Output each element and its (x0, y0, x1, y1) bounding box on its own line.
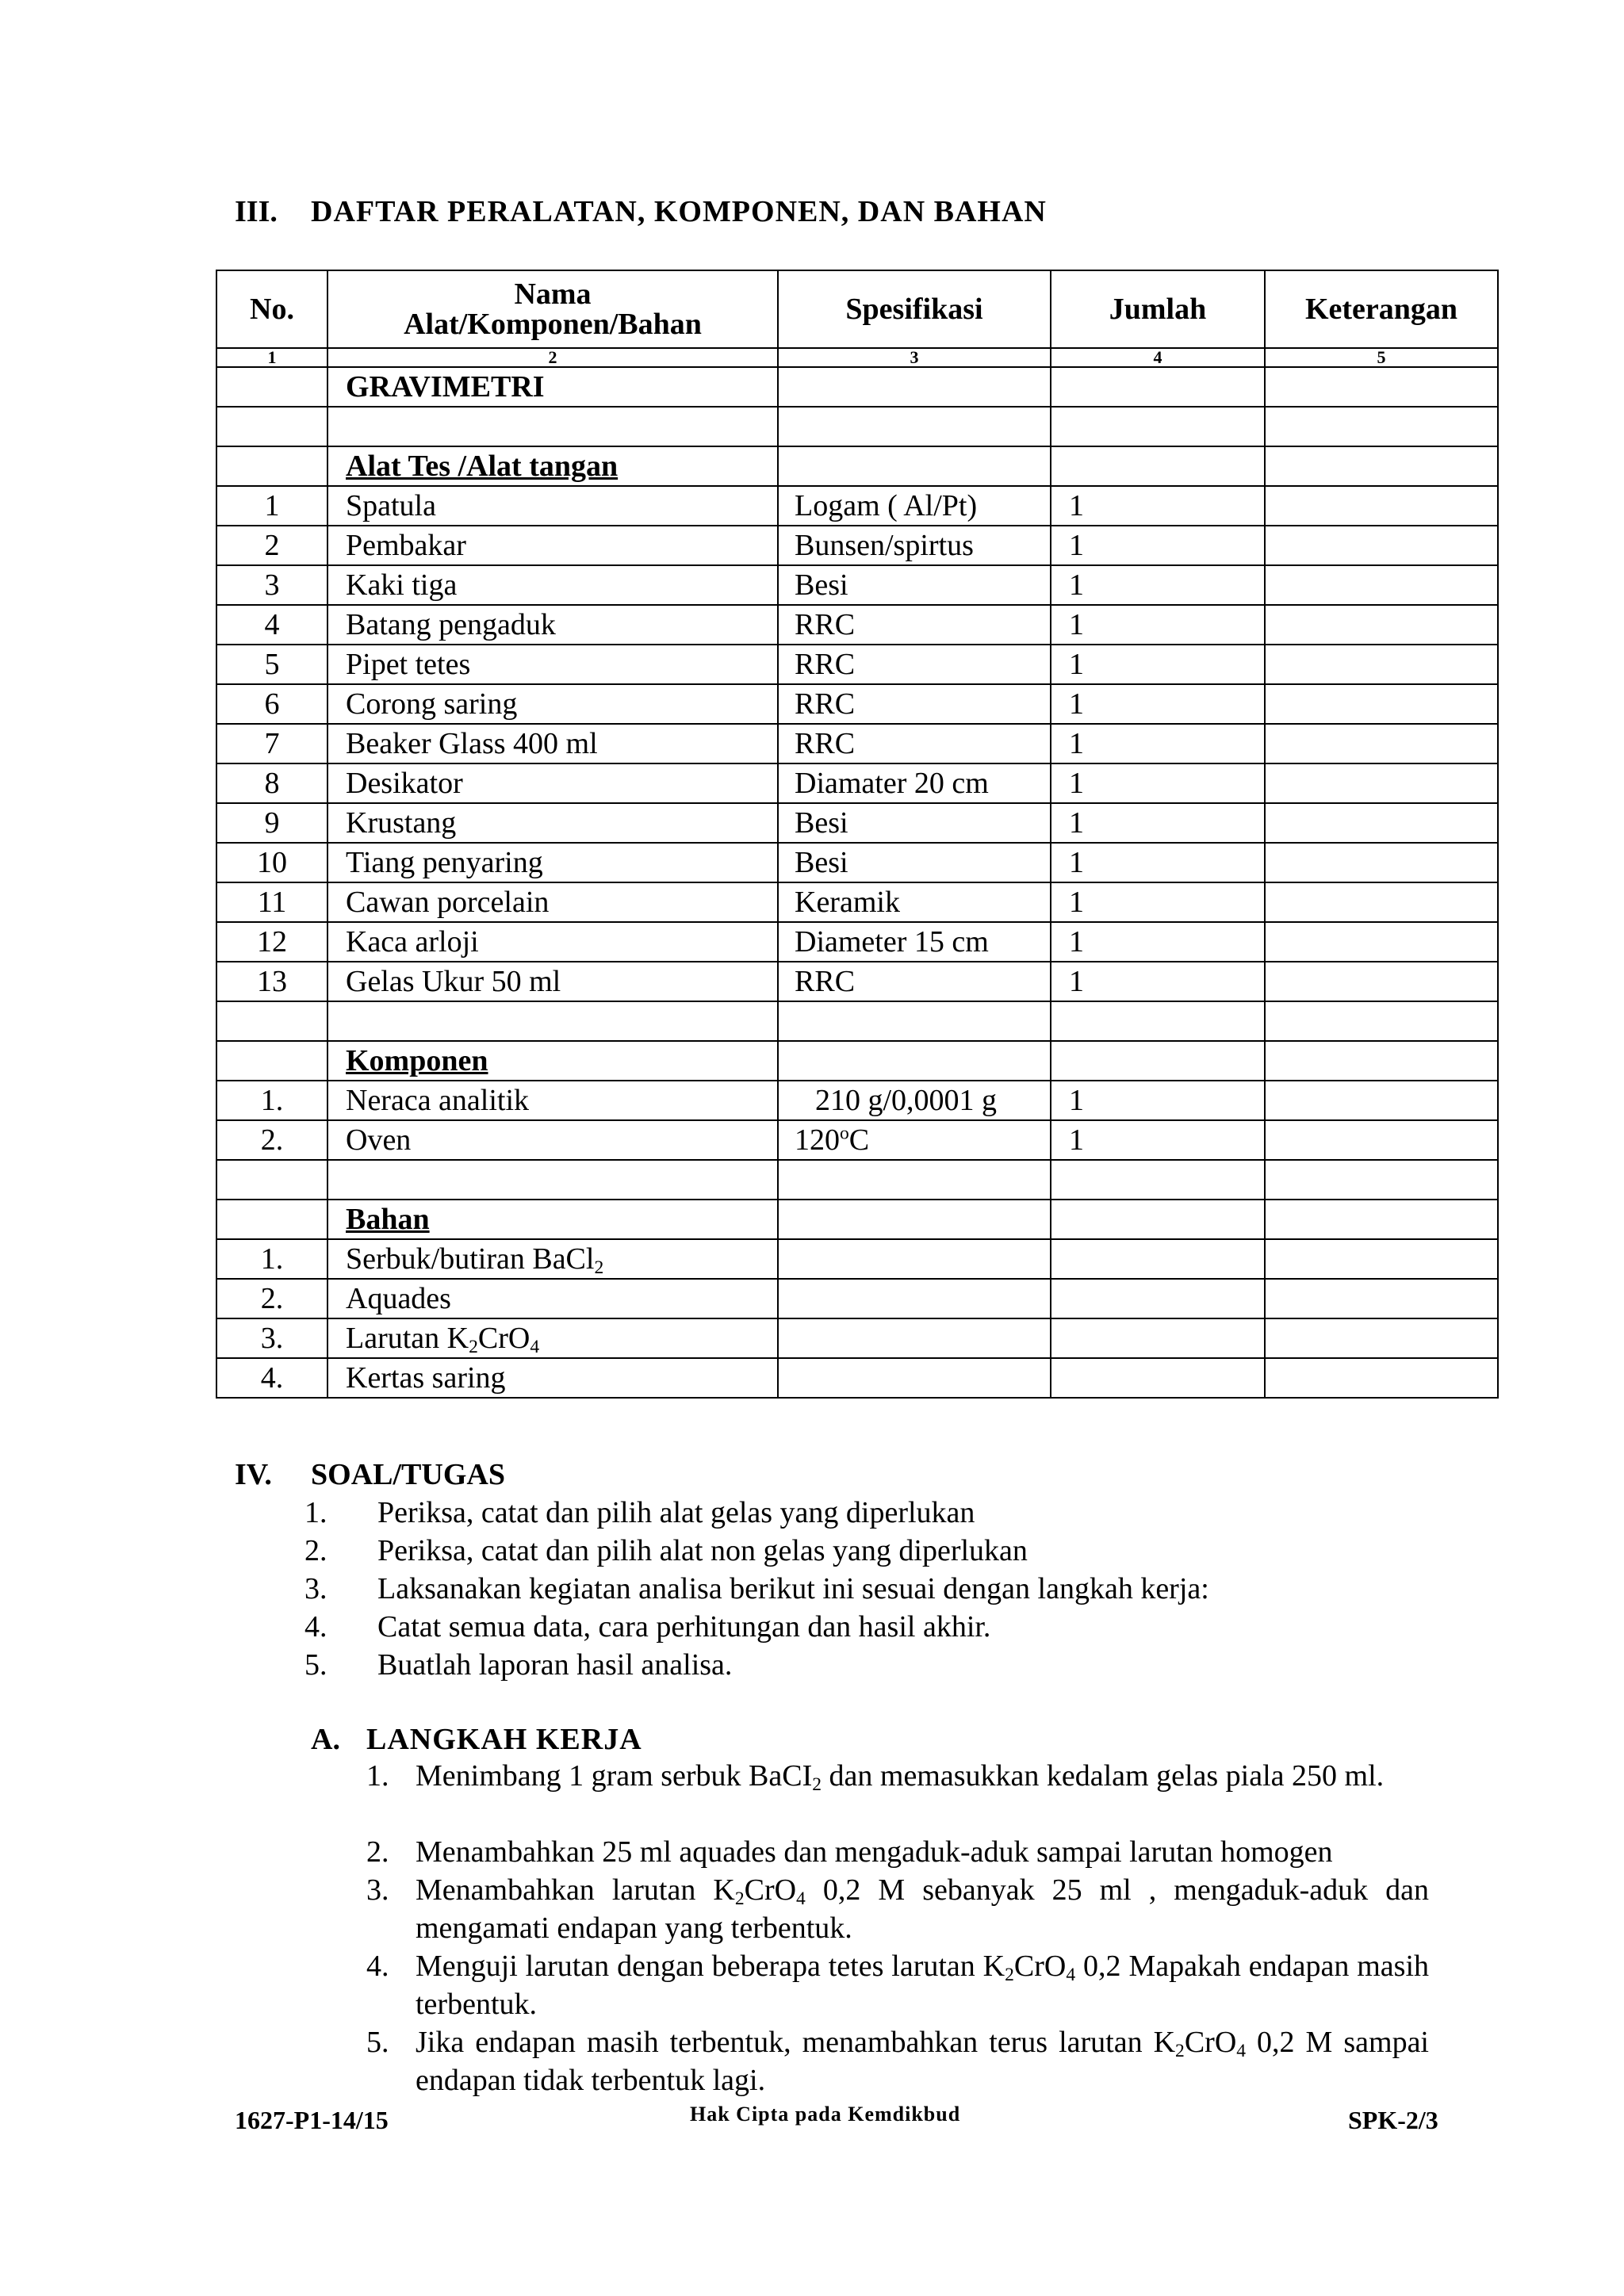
category-gravimetri: GRAVIMETRI (327, 367, 778, 407)
item-name: Krustang (327, 803, 778, 843)
item-name: Neraca analitik (327, 1081, 778, 1120)
spec-unit: C (848, 1123, 870, 1157)
item-qty: 1 (1051, 645, 1265, 684)
item-qty: 1 (1051, 565, 1265, 605)
category-bahan: Bahan (327, 1200, 778, 1239)
item-qty: 1 (1051, 605, 1265, 645)
table-row (216, 565, 1498, 605)
header-nama-line2: Alat/Komponen/Bahan (404, 308, 702, 341)
item-no: 7 (216, 724, 327, 763)
item-qty: 1 (1051, 763, 1265, 803)
section-3-title: DAFTAR PERALATAN, KOMPONEN, DAN BAHAN (311, 195, 1047, 228)
item-qty: 1 (1051, 882, 1265, 922)
item-spec (778, 1120, 1051, 1160)
item-no: 4. (216, 1358, 327, 1398)
item-spec: Diamater 20 cm (778, 763, 1051, 803)
table-row (216, 486, 1498, 526)
table-row (216, 1279, 1498, 1318)
section-4-number: IV. (235, 1458, 272, 1491)
item-name: Pipet tetes (327, 645, 778, 684)
item-name: Desikator (327, 763, 778, 803)
category-komponen: Komponen (327, 1041, 778, 1081)
spec-degree: o (840, 1123, 849, 1144)
item-name: Spatula (327, 486, 778, 526)
header-no: No. (216, 270, 327, 348)
item-name: Corong saring (327, 684, 778, 724)
task-number: 3. (304, 1572, 327, 1605)
subscript: 2 (734, 1888, 745, 1909)
item-no: 12 (216, 922, 327, 962)
table-row (216, 724, 1498, 763)
item-qty: 1 (1051, 724, 1265, 763)
spec-value: 120 (795, 1123, 840, 1157)
table-row (216, 446, 1498, 486)
item-qty: 1 (1051, 486, 1265, 526)
header-nama (327, 270, 778, 348)
footer-page: SPK-2/3 (1348, 2106, 1438, 2134)
item-spec: Keramik (778, 882, 1051, 922)
table-row-empty (216, 1160, 1498, 1200)
item-spec: Diameter 15 cm (778, 922, 1051, 962)
table-row (216, 645, 1498, 684)
item-spec: Besi (778, 565, 1051, 605)
table-row (216, 684, 1498, 724)
step-text (416, 1757, 1429, 1795)
section-a-number: A. (311, 1723, 340, 1756)
item-no: 4 (216, 605, 327, 645)
table-row (216, 1200, 1498, 1239)
task-number: 4. (304, 1610, 327, 1644)
item-name: Aquades (327, 1279, 778, 1318)
table-row (216, 922, 1498, 962)
task-number: 2. (304, 1534, 327, 1567)
subscript: 2 (812, 1774, 822, 1795)
item-no: 10 (216, 843, 327, 882)
table-row (216, 763, 1498, 803)
item-spec: 210 g/0,0001 g (778, 1081, 1051, 1120)
table-row (216, 962, 1498, 1001)
item-no: 8 (216, 763, 327, 803)
step-text-part: 0,2 M sampai endapan tidak terbentuk lagi. (416, 2026, 1429, 2097)
header-nama-line1: Nama (514, 277, 592, 311)
step-number: 1. (366, 1759, 389, 1793)
item-name: Beaker Glass 400 ml (327, 724, 778, 763)
item-no: 2. (216, 1279, 327, 1318)
table-row (216, 1120, 1498, 1160)
step-text-part: 0,2 M sebanyak 25 ml , mengaduk-aduk dan mengamati endapan yang terbentuk. (416, 1873, 1429, 1945)
item-no: 3 (216, 565, 327, 605)
item-qty: 1 (1051, 1081, 1265, 1120)
item-no: 1. (216, 1081, 327, 1120)
step-text (416, 2023, 1429, 2099)
item-no: 2. (216, 1120, 327, 1160)
item-name-text: CrO (477, 1322, 530, 1355)
step-text-part: CrO (1013, 1950, 1067, 1983)
category-alat: Alat Tes /Alat tangan (327, 446, 778, 486)
footer-code: 1627-P1-14/15 (235, 2106, 389, 2134)
step-number: 2. (366, 1835, 389, 1869)
item-name-text: Serbuk/butiran BaCl (346, 1242, 595, 1276)
col-index: 4 (1051, 348, 1265, 367)
subscript: 2 (1005, 1964, 1014, 1985)
subscript: 4 (796, 1888, 806, 1909)
section-a-title: LANGKAH KERJA (366, 1723, 642, 1756)
header-keterangan: Keterangan (1265, 270, 1498, 348)
section-4-title: SOAL/TUGAS (311, 1458, 505, 1491)
subscript: 4 (1236, 2040, 1247, 2061)
item-name: Gelas Ukur 50 ml (327, 962, 778, 1001)
step-text-part: Menimbang 1 gram serbuk BaCI (416, 1759, 813, 1793)
item-name (327, 1318, 778, 1358)
item-name: Pembakar (327, 526, 778, 565)
item-spec: Besi (778, 843, 1051, 882)
item-name: Kertas saring (327, 1358, 778, 1398)
table-row (216, 1041, 1498, 1081)
item-spec: RRC (778, 724, 1051, 763)
table-row (216, 605, 1498, 645)
subscript: 2 (1175, 2040, 1185, 2061)
subscript: 2 (594, 1257, 604, 1278)
step-text-part: dan memasukkan kedalam gelas piala 250 ml. (822, 1759, 1385, 1793)
table-row (216, 882, 1498, 922)
col-index: 2 (327, 348, 778, 367)
table-row (216, 1081, 1498, 1120)
column-index-row (216, 348, 1498, 367)
table-row (216, 1358, 1498, 1398)
item-qty: 1 (1051, 962, 1265, 1001)
item-name: Batang pengaduk (327, 605, 778, 645)
item-no: 13 (216, 962, 327, 1001)
item-spec: RRC (778, 684, 1051, 724)
table-row-empty (216, 407, 1498, 446)
table-row (216, 367, 1498, 407)
item-no: 9 (216, 803, 327, 843)
step-text-part: Jika endapan masih terbentuk, menambahkan terus larutan K (416, 2026, 1176, 2059)
item-name: Cawan porcelain (327, 882, 778, 922)
task-text: Catat semua data, cara perhitungan dan hasil akhir. (377, 1610, 991, 1644)
step-text (416, 1871, 1429, 1947)
item-no: 2 (216, 526, 327, 565)
item-spec: Besi (778, 803, 1051, 843)
step-text-part: CrO (1184, 2026, 1237, 2059)
item-no: 1. (216, 1239, 327, 1279)
table-header-row (216, 270, 1498, 348)
item-name: Kaca arloji (327, 922, 778, 962)
task-text: Periksa, catat dan pilih alat gelas yang diperlukan (377, 1496, 975, 1529)
task-number: 5. (304, 1648, 327, 1682)
subscript: 4 (1066, 1964, 1076, 1985)
table-row (216, 1239, 1498, 1279)
item-no: 3. (216, 1318, 327, 1358)
footer-copyright: Hak Cipta pada Kemdikbud (690, 2103, 961, 2126)
header-jumlah: Jumlah (1051, 270, 1265, 348)
table-row (216, 803, 1498, 843)
step-text (416, 1947, 1429, 2023)
step-text-part: Menguji larutan dengan beberapa tetes larutan K (416, 1950, 1005, 1983)
subscript: 2 (469, 1336, 478, 1357)
item-qty: 1 (1051, 684, 1265, 724)
header-spesifikasi: Spesifikasi (778, 270, 1051, 348)
equipment-table (216, 270, 1499, 1399)
item-name: Kaki tiga (327, 565, 778, 605)
step-text: Menambahkan 25 ml aquades dan mengaduk-aduk sampai larutan homogen (416, 1835, 1333, 1869)
item-no: 11 (216, 882, 327, 922)
item-qty: 1 (1051, 843, 1265, 882)
item-qty: 1 (1051, 922, 1265, 962)
task-number: 1. (304, 1496, 327, 1529)
item-spec: RRC (778, 605, 1051, 645)
subscript: 4 (530, 1336, 540, 1357)
col-index: 3 (778, 348, 1051, 367)
item-no: 1 (216, 486, 327, 526)
table-row (216, 526, 1498, 565)
step-number: 4. (366, 1950, 389, 1983)
item-name: Tiang penyaring (327, 843, 778, 882)
item-qty: 1 (1051, 526, 1265, 565)
item-name: Oven (327, 1120, 778, 1160)
step-text-part: Menambahkan larutan K (416, 1873, 735, 1907)
table-row (216, 843, 1498, 882)
col-index: 1 (216, 348, 327, 367)
task-text: Periksa, catat dan pilih alat non gelas yang diperlukan (377, 1534, 1028, 1567)
item-spec: Logam ( Al/Pt) (778, 486, 1051, 526)
step-text-part: 0,2 Mapakah endapan masih terbentuk. (416, 1950, 1430, 2021)
item-qty: 1 (1051, 803, 1265, 843)
item-no: 5 (216, 645, 327, 684)
item-name (327, 1239, 778, 1279)
section-3-number: III. (235, 195, 278, 228)
step-text-part: CrO (744, 1873, 797, 1907)
item-spec: Bunsen/spirtus (778, 526, 1051, 565)
task-text: Laksanakan kegiatan analisa berikut ini sesuai dengan langkah kerja: (377, 1572, 1209, 1605)
item-no: 6 (216, 684, 327, 724)
item-qty: 1 (1051, 1120, 1265, 1160)
step-number: 5. (366, 2026, 389, 2059)
task-text: Buatlah laporan hasil analisa. (377, 1648, 733, 1682)
step-number: 3. (366, 1873, 389, 1907)
table-row (216, 1318, 1498, 1358)
table-row-empty (216, 1001, 1498, 1041)
col-index: 5 (1265, 348, 1498, 367)
item-spec: RRC (778, 962, 1051, 1001)
item-spec: RRC (778, 645, 1051, 684)
item-name-text: Larutan K (346, 1322, 469, 1355)
